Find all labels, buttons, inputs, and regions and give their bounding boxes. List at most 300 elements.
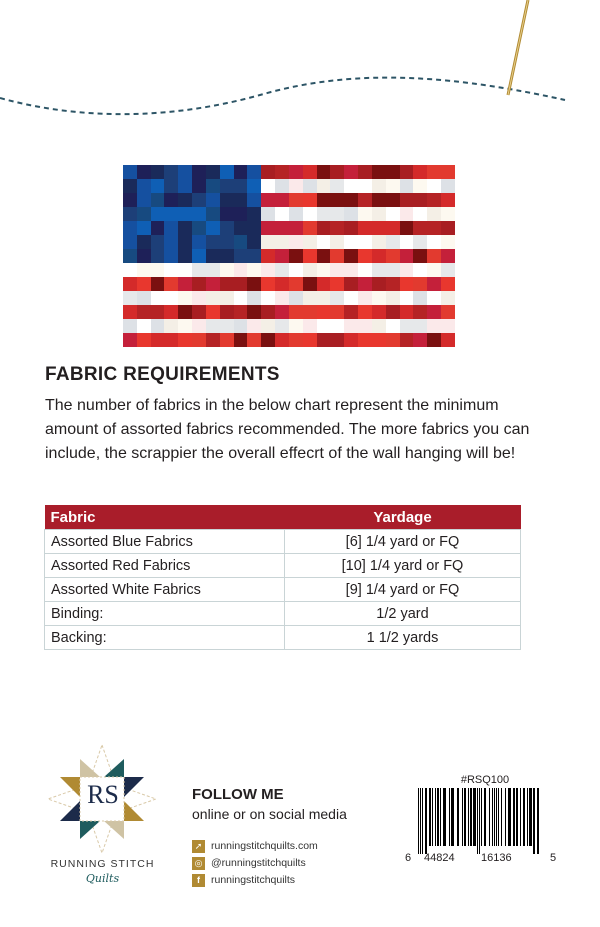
flag-tile — [317, 221, 331, 235]
barcode-bar — [505, 788, 506, 846]
flag-tile — [386, 333, 400, 347]
flag-tile — [234, 291, 248, 305]
fabric-requirements-table — [44, 505, 521, 650]
flag-tile — [372, 319, 386, 333]
barcode-bar — [501, 788, 502, 846]
flag-tile — [206, 277, 220, 291]
flag-tile — [275, 277, 289, 291]
flag-tile — [275, 235, 289, 249]
flag-tile — [151, 179, 165, 193]
flag-tile — [317, 165, 331, 179]
logo-name: RUNNING STITCH — [50, 858, 155, 870]
flag-tile — [372, 193, 386, 207]
flag-tile — [386, 193, 400, 207]
flag-tile — [344, 263, 358, 277]
flag-tile — [358, 263, 372, 277]
flag-tile — [247, 319, 261, 333]
flag-tile — [358, 207, 372, 221]
flag-tile — [164, 165, 178, 179]
flag-tile — [123, 221, 137, 235]
barcode-bar — [494, 788, 495, 846]
flag-tile — [275, 193, 289, 207]
barcode-bar — [470, 788, 472, 846]
barcode-bar — [479, 788, 480, 854]
flag-tile — [123, 235, 137, 249]
flag-tile — [317, 319, 331, 333]
flag-tile — [330, 305, 344, 319]
flag-tile — [192, 179, 206, 193]
flag-tile — [358, 193, 372, 207]
flag-tile — [386, 165, 400, 179]
header-yardage: Yardage — [285, 505, 521, 530]
flag-tile — [386, 263, 400, 277]
facebook-icon: f — [192, 874, 205, 887]
barcode-bar — [422, 788, 423, 854]
flag-tile — [220, 249, 234, 263]
flag-tile — [330, 165, 344, 179]
barcode-bar — [516, 788, 518, 846]
flag-tile — [427, 319, 441, 333]
flag-tile — [303, 235, 317, 249]
flag-tile — [400, 263, 414, 277]
flag-tile — [220, 291, 234, 305]
flag-tile — [178, 291, 192, 305]
flag-tile — [317, 193, 331, 207]
flag-tile — [303, 221, 317, 235]
flag-tile — [220, 319, 234, 333]
flag-tile — [303, 333, 317, 347]
barcode-bar — [477, 788, 478, 854]
flag-tile — [178, 277, 192, 291]
flag-tile — [427, 305, 441, 319]
flag-tile — [330, 221, 344, 235]
flag-tile — [289, 291, 303, 305]
barcode-bar — [473, 788, 476, 846]
link-text: @runningstitchquilts — [211, 857, 306, 869]
flag-tile — [303, 263, 317, 277]
flag-tile — [427, 291, 441, 305]
flag-tile — [400, 333, 414, 347]
flag-tile — [261, 179, 275, 193]
flag-tile — [275, 207, 289, 221]
flag-tile — [151, 193, 165, 207]
flag-tile — [261, 207, 275, 221]
flag-tile — [303, 319, 317, 333]
flag-tile — [206, 249, 220, 263]
flag-tile — [137, 249, 151, 263]
flag-tile — [330, 333, 344, 347]
flag-tile — [137, 333, 151, 347]
flag-tile — [261, 193, 275, 207]
flag-tile — [400, 291, 414, 305]
flag-tile — [234, 165, 248, 179]
flag-tile — [275, 165, 289, 179]
flag-tile — [247, 193, 261, 207]
flag-tile — [192, 319, 206, 333]
flag-tile — [400, 179, 414, 193]
barcode-bar — [484, 788, 486, 846]
flag-tile — [164, 319, 178, 333]
flag-tile — [220, 277, 234, 291]
flag-tile — [400, 249, 414, 263]
link-text: runningstitchquilts.com — [211, 840, 318, 852]
flag-tile — [400, 277, 414, 291]
header-fabric: Fabric — [45, 505, 285, 530]
flag-tile — [123, 207, 137, 221]
flag-tile — [386, 319, 400, 333]
flag-tile — [386, 305, 400, 319]
flag-tile — [372, 207, 386, 221]
flag-tile — [234, 235, 248, 249]
flag-tile — [330, 235, 344, 249]
flag-tile — [289, 165, 303, 179]
flag-tile — [372, 235, 386, 249]
flag-tile — [151, 291, 165, 305]
flag-tile — [151, 235, 165, 249]
flag-tile — [358, 235, 372, 249]
flag-tile — [192, 207, 206, 221]
website-link[interactable] — [192, 838, 318, 854]
flag-tile — [330, 319, 344, 333]
link-text: runningstitchquilts — [211, 874, 296, 886]
flag-tile — [164, 207, 178, 221]
flag-tile — [164, 221, 178, 235]
flag-tile — [123, 263, 137, 277]
flag-tile — [234, 333, 248, 347]
flag-tile — [192, 165, 206, 179]
flag-tile — [344, 333, 358, 347]
flag-tile — [192, 249, 206, 263]
flag-tile — [164, 333, 178, 347]
facebook-link[interactable] — [192, 872, 295, 888]
flag-tile — [151, 207, 165, 221]
flag-tile — [289, 277, 303, 291]
flag-tile — [303, 193, 317, 207]
barcode-bar — [425, 788, 427, 854]
flag-tile — [151, 319, 165, 333]
flag-tile — [413, 249, 427, 263]
flag-tile — [247, 249, 261, 263]
barcode-digit: 6 — [405, 852, 412, 864]
flag-tile — [164, 179, 178, 193]
flag-tile — [206, 165, 220, 179]
barcode-bar — [432, 788, 433, 846]
flag-tile — [413, 319, 427, 333]
flag-tile — [220, 193, 234, 207]
yardage-cell: 1 1/2 yards — [285, 626, 521, 650]
flag-tile — [123, 165, 137, 179]
flag-tile — [427, 207, 441, 221]
flag-tile — [400, 235, 414, 249]
flag-tile — [220, 235, 234, 249]
flag-tile — [247, 291, 261, 305]
table-row — [45, 602, 521, 626]
flag-tile — [137, 179, 151, 193]
flag-tile — [386, 277, 400, 291]
flag-tile — [192, 291, 206, 305]
yardage-cell: [10] 1/4 yard or FQ — [285, 554, 521, 578]
flag-tile — [386, 179, 400, 193]
flag-tile — [303, 277, 317, 291]
flag-tile — [330, 277, 344, 291]
flag-tile — [317, 263, 331, 277]
barcode-bar — [435, 788, 436, 846]
flag-tile — [372, 333, 386, 347]
barcode-bar — [481, 788, 482, 846]
flag-tile — [247, 221, 261, 235]
flag-tile — [275, 291, 289, 305]
flag-tile — [178, 179, 192, 193]
flag-tile — [164, 249, 178, 263]
barcode-bar — [523, 788, 525, 846]
flag-tile — [289, 263, 303, 277]
flag-tile — [151, 221, 165, 235]
flag-tile — [178, 193, 192, 207]
flag-tile — [358, 305, 372, 319]
flag-tile — [137, 221, 151, 235]
flag-tile — [206, 207, 220, 221]
barcode — [414, 788, 544, 854]
flag-tile — [317, 207, 331, 221]
flag-tile — [137, 235, 151, 249]
flag-tile — [400, 207, 414, 221]
flag-tile — [427, 235, 441, 249]
flag-tile — [164, 193, 178, 207]
flag-tile — [164, 277, 178, 291]
flag-tile — [261, 221, 275, 235]
flag-tile — [234, 221, 248, 235]
barcode-bar — [508, 788, 511, 846]
flag-tile — [178, 305, 192, 319]
barcode-bar — [492, 788, 493, 846]
table-header-row — [45, 505, 521, 530]
flag-tile — [206, 221, 220, 235]
flag-tile — [234, 277, 248, 291]
flag-tile — [206, 193, 220, 207]
flag-tile — [206, 319, 220, 333]
flag-tile — [151, 277, 165, 291]
flag-tile — [413, 179, 427, 193]
flag-tile — [289, 319, 303, 333]
barcode-bar — [489, 788, 490, 846]
flag-tile — [386, 291, 400, 305]
flag-tile — [192, 333, 206, 347]
flag-tile — [275, 249, 289, 263]
flag-tile — [289, 207, 303, 221]
flag-tile — [386, 221, 400, 235]
flag-tile — [441, 193, 455, 207]
flag-tile — [344, 235, 358, 249]
flag-tile — [441, 305, 455, 319]
flag-tile — [413, 193, 427, 207]
flag-tile — [330, 249, 344, 263]
flag-tile — [234, 249, 248, 263]
table-row — [45, 578, 521, 602]
table-row — [45, 554, 521, 578]
fabric-cell: Assorted White Fabrics — [45, 578, 285, 602]
flag-tile — [234, 319, 248, 333]
barcode-bar — [520, 788, 521, 846]
fabric-cell: Assorted Red Fabrics — [45, 554, 285, 578]
flag-tile — [372, 277, 386, 291]
barcode-bar — [437, 788, 439, 846]
flag-tile — [192, 263, 206, 277]
flag-tile — [413, 305, 427, 319]
flag-tile — [206, 235, 220, 249]
flag-tile — [137, 305, 151, 319]
flag-tile — [400, 193, 414, 207]
flag-tile — [164, 291, 178, 305]
flag-tile — [441, 291, 455, 305]
barcode-bar — [537, 788, 539, 854]
flag-tile — [123, 291, 137, 305]
flag-tile — [261, 333, 275, 347]
barcode-bar — [418, 788, 419, 854]
flag-tile — [344, 277, 358, 291]
flag-tile — [247, 207, 261, 221]
flag-tile — [261, 235, 275, 249]
flag-tile — [441, 235, 455, 249]
barcode-bar — [533, 788, 535, 854]
flag-tile — [151, 305, 165, 319]
flag-tile — [372, 179, 386, 193]
flag-tile — [386, 235, 400, 249]
flag-tile — [330, 263, 344, 277]
flag-tile — [372, 249, 386, 263]
flag-tile — [303, 165, 317, 179]
flag-tile — [413, 291, 427, 305]
flag-tile — [427, 277, 441, 291]
barcode-bar — [449, 788, 450, 846]
section-heading: FABRIC REQUIREMENTS — [45, 364, 280, 385]
barcode-bar — [513, 788, 515, 846]
flag-tile — [427, 221, 441, 235]
follow-title: FOLLOW ME — [192, 786, 284, 803]
flag-tile — [303, 305, 317, 319]
flag-tile — [413, 207, 427, 221]
barcode-bar — [440, 788, 441, 846]
sku-label: #RSQ100 — [460, 774, 510, 786]
flag-tile — [137, 319, 151, 333]
brand-logo — [40, 744, 165, 894]
flag-tile — [220, 333, 234, 347]
flag-tile — [289, 249, 303, 263]
flag-tile — [344, 179, 358, 193]
flag-tile — [427, 333, 441, 347]
flag-tile — [220, 305, 234, 319]
flag-tile — [178, 235, 192, 249]
flag-tile — [206, 291, 220, 305]
flag-tile — [441, 221, 455, 235]
flag-tile — [441, 333, 455, 347]
flag-tile — [137, 291, 151, 305]
flag-tile — [220, 179, 234, 193]
flag-tile — [192, 193, 206, 207]
flag-tile — [178, 249, 192, 263]
flag-tile — [303, 207, 317, 221]
flag-tile — [164, 235, 178, 249]
flag-tile — [358, 165, 372, 179]
flag-tile — [151, 333, 165, 347]
barcode-bar — [529, 788, 532, 846]
flag-tile — [358, 319, 372, 333]
yardage-cell: [6] 1/4 yard or FQ — [285, 530, 521, 554]
flag-tile — [372, 263, 386, 277]
flag-tile — [123, 319, 137, 333]
flag-tile — [317, 249, 331, 263]
flag-tile — [206, 179, 220, 193]
flag-tile — [192, 221, 206, 235]
flag-tile — [289, 179, 303, 193]
flag-tile — [220, 207, 234, 221]
flag-tile — [400, 221, 414, 235]
flag-tile — [123, 305, 137, 319]
flag-tile — [317, 277, 331, 291]
flag-tile — [441, 249, 455, 263]
barcode-bar — [457, 788, 459, 846]
barcode-bar — [429, 788, 431, 846]
flag-tile — [247, 165, 261, 179]
flag-tile — [372, 165, 386, 179]
flag-tile — [137, 207, 151, 221]
barcode-digit: 16136 — [481, 852, 512, 864]
flag-tile — [413, 263, 427, 277]
flag-tile — [275, 305, 289, 319]
flag-tile — [344, 221, 358, 235]
barcode-bar — [443, 788, 446, 846]
flag-tile — [192, 235, 206, 249]
flag-tile — [441, 263, 455, 277]
flag-tile — [317, 235, 331, 249]
flag-tile — [372, 305, 386, 319]
flag-tile — [400, 305, 414, 319]
flag-tile — [261, 291, 275, 305]
flag-tile — [358, 291, 372, 305]
flag-tile — [386, 249, 400, 263]
flag-tile — [413, 165, 427, 179]
flag-tile — [372, 291, 386, 305]
flag-tile — [330, 179, 344, 193]
yardage-cell: 1/2 yard — [285, 602, 521, 626]
barcode-bar — [462, 788, 463, 846]
flag-tile — [358, 179, 372, 193]
flag-tile — [317, 305, 331, 319]
flag-tile — [178, 207, 192, 221]
flag-tile — [261, 305, 275, 319]
flag-tile — [275, 179, 289, 193]
flag-tile — [427, 165, 441, 179]
flag-tile — [358, 249, 372, 263]
yardage-cell: [9] 1/4 yard or FQ — [285, 578, 521, 602]
flag-tile — [275, 221, 289, 235]
barcode-bar — [527, 788, 528, 846]
intro-text: The number of fabrics in the below chart represent the minimum amount of assorted fabrics recommended. The more fabrics you can include, the scrappier the overall effecrt of the wall hanging will be! — [45, 397, 530, 462]
flag-tile — [441, 165, 455, 179]
flag-tile — [289, 193, 303, 207]
stitch-line-decoration — [0, 0, 600, 130]
barcode-bar — [464, 788, 466, 846]
flag-tile — [234, 305, 248, 319]
flag-tile — [427, 249, 441, 263]
fabric-cell: Assorted Blue Fabrics — [45, 530, 285, 554]
flag-tile — [247, 179, 261, 193]
follow-subtitle: online or on social media — [192, 806, 347, 822]
instagram-link[interactable] — [192, 855, 306, 871]
flag-tile — [344, 291, 358, 305]
flag-tile — [178, 221, 192, 235]
flag-tile — [261, 263, 275, 277]
flag-tile — [358, 333, 372, 347]
